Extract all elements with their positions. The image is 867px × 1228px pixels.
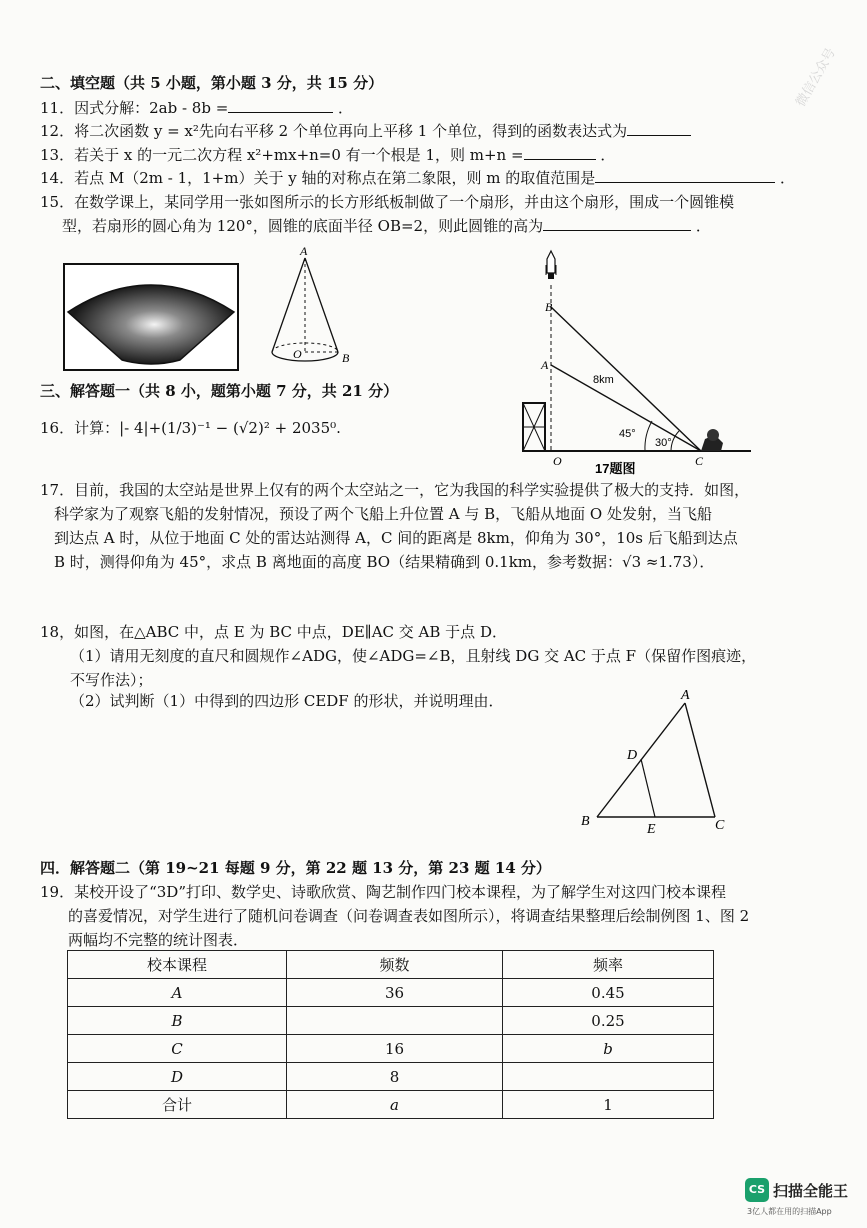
angle-45-label: 45° <box>619 428 636 440</box>
table-cell: D <box>68 1063 287 1091</box>
table-cell: A <box>68 979 287 1007</box>
cone-label-o: O <box>293 347 302 361</box>
tri-label-a: A <box>681 688 690 703</box>
cone-figure <box>260 242 370 372</box>
rocket-label-b: B <box>545 300 553 314</box>
rocket-figure <box>515 245 755 475</box>
q19-line1: 19．某校开设了“3D”打印、数学史、诗歌欣赏、陶艺制作四门校本课程，为了解学生对这四门校本课程 <box>40 883 726 901</box>
table-cell: 0.45 <box>503 979 714 1007</box>
table-header-row <box>68 951 714 979</box>
q15-line2: 型，若扇形的圆心角为 120°，圆锥的底面半径 OB=2，则此圆锥的高为 ． <box>62 217 711 235</box>
tri-label-e: E <box>647 822 656 833</box>
table-cell: C <box>68 1035 287 1063</box>
tri-label-d: D <box>627 748 638 763</box>
rocket-label-o: O <box>553 454 562 468</box>
table-cell <box>503 1063 714 1091</box>
scanner-logo <box>745 1178 855 1218</box>
q18-line4: （2）试判断（1）中得到的四边形 CEDF 的形状，并说明理由． <box>70 692 504 710</box>
q17-line4: B 时，测得仰角为 45°，求点 B 离地面的高度 BO（结果精确到 0.1km，参考数据：√3 ≈1.73）． <box>54 553 715 571</box>
table-row <box>68 1035 714 1063</box>
distance-label: 8km <box>593 374 614 386</box>
tri-label-b: B <box>581 814 590 829</box>
figure-17-caption: 17题图 <box>595 461 636 475</box>
triangle-figure <box>575 683 735 833</box>
q17-line2: 科学家为了观察飞船的发射情况，预设了两个飞船上升位置 A 与 B，飞船从地面 O 处发射，当飞船 <box>54 505 712 523</box>
table-cell: 合计 <box>68 1091 287 1119</box>
q19-line2: 的喜爱情况，对学生进行了随机问卷调查（问卷调查表如图所示），将调查结果整理后绘制例图 1、图 2 <box>68 907 750 925</box>
watermark: 微信公众号 <box>793 45 839 110</box>
q19-line3: 两幅均不完整的统计图表． <box>68 931 249 949</box>
frequency-table <box>67 950 714 1119</box>
sector-figure <box>62 262 240 374</box>
table-cell: B <box>68 1007 287 1035</box>
angle-30-label: 30° <box>655 437 672 449</box>
table-cell: 8 <box>287 1063 503 1091</box>
q17-line1: 17．目前，我国的太空站是世界上仅有的两个太空站之一，它为我国的科学实验提供了极大的支持．如图， <box>40 481 750 499</box>
q18-line2: （1）请用无刻度的直尺和圆规作∠ADG，使∠ADG=∠B，且射线 DG 交 AC 于点 F（保留作图痕迹， <box>70 647 757 665</box>
table-cell <box>287 1007 503 1035</box>
table-row <box>68 979 714 1007</box>
section-2-title: 二、填空题（共 5 小题，第小题 3 分，共 15 分） <box>40 74 384 92</box>
table-cell: b <box>503 1035 714 1063</box>
q17-line3: 到达点 A 时，从位于地面 C 处的雷达站测得 A，C 间的距离是 8km，仰角为 30°，10s 后飞船到达点 <box>54 529 738 547</box>
q12: 12．将二次函数 y = x²先向右平移 2 个单位再向上平移 1 个单位，得到的函数表达式为 <box>40 120 691 142</box>
q18-line1: 18，如图，在△ABC 中，点 E 为 BC 中点，DE∥AC 交 AB 于点 D． <box>40 623 507 641</box>
table-row <box>68 1063 714 1091</box>
rocket-icon <box>546 251 556 279</box>
q18-line3: 不写作法）； <box>70 671 153 689</box>
tri-label-c: C <box>715 818 725 833</box>
radar-icon <box>701 429 723 451</box>
table-header: 校本课程 <box>68 951 287 979</box>
table-cell: 0.25 <box>503 1007 714 1035</box>
section-4-title: 四．解答题二（第 19~21 每题 9 分，第 22 题 13 分，第 23 题 14 分） <box>40 859 551 877</box>
table-header: 频率 <box>503 951 714 979</box>
cone-label-a: A <box>300 244 308 258</box>
table-row <box>68 1007 714 1035</box>
q15-line1: 15．在数学课上，某同学用一张如图所示的长方形纸板制做了一个扇形，并由这个扇形，围成一个圆锥模 <box>40 193 735 211</box>
cone-label-b: B <box>342 351 350 365</box>
table-cell: a <box>287 1091 503 1119</box>
q13: 13．若关于 x 的一元二次方程 x²+mx+n=0 有一个根是 1，则 m+n = ． <box>40 146 616 164</box>
table-header: 频数 <box>287 951 503 979</box>
section-3-title: 三、解答题一（共 8 小，题第小题 7 分，共 21 分） <box>40 382 399 400</box>
rocket-label-a: A <box>541 358 549 372</box>
logo-name: 扫描全能王 <box>773 1182 849 1200</box>
logo-subtitle: 3亿人都在用的扫描App <box>747 1207 832 1216</box>
table-cell: 36 <box>287 979 503 1007</box>
rocket-label-c: C <box>695 454 704 468</box>
q11: 11．因式分解：2ab - 8b = ． <box>40 99 354 117</box>
table-cell: 16 <box>287 1035 503 1063</box>
cs-logo-icon: CS <box>745 1178 769 1202</box>
table-cell: 1 <box>503 1091 714 1119</box>
q16: 16．计算：|- 4|+(1/3)⁻¹ − (√2)² + 2035⁰. <box>40 419 341 437</box>
table-row <box>68 1091 714 1119</box>
launch-tower-icon <box>523 403 545 451</box>
q14: 14．若点 M（2m - 1，1+m）关于 y 轴的对称点在第二象限，则 m 的取值范围是 ． <box>40 169 796 187</box>
